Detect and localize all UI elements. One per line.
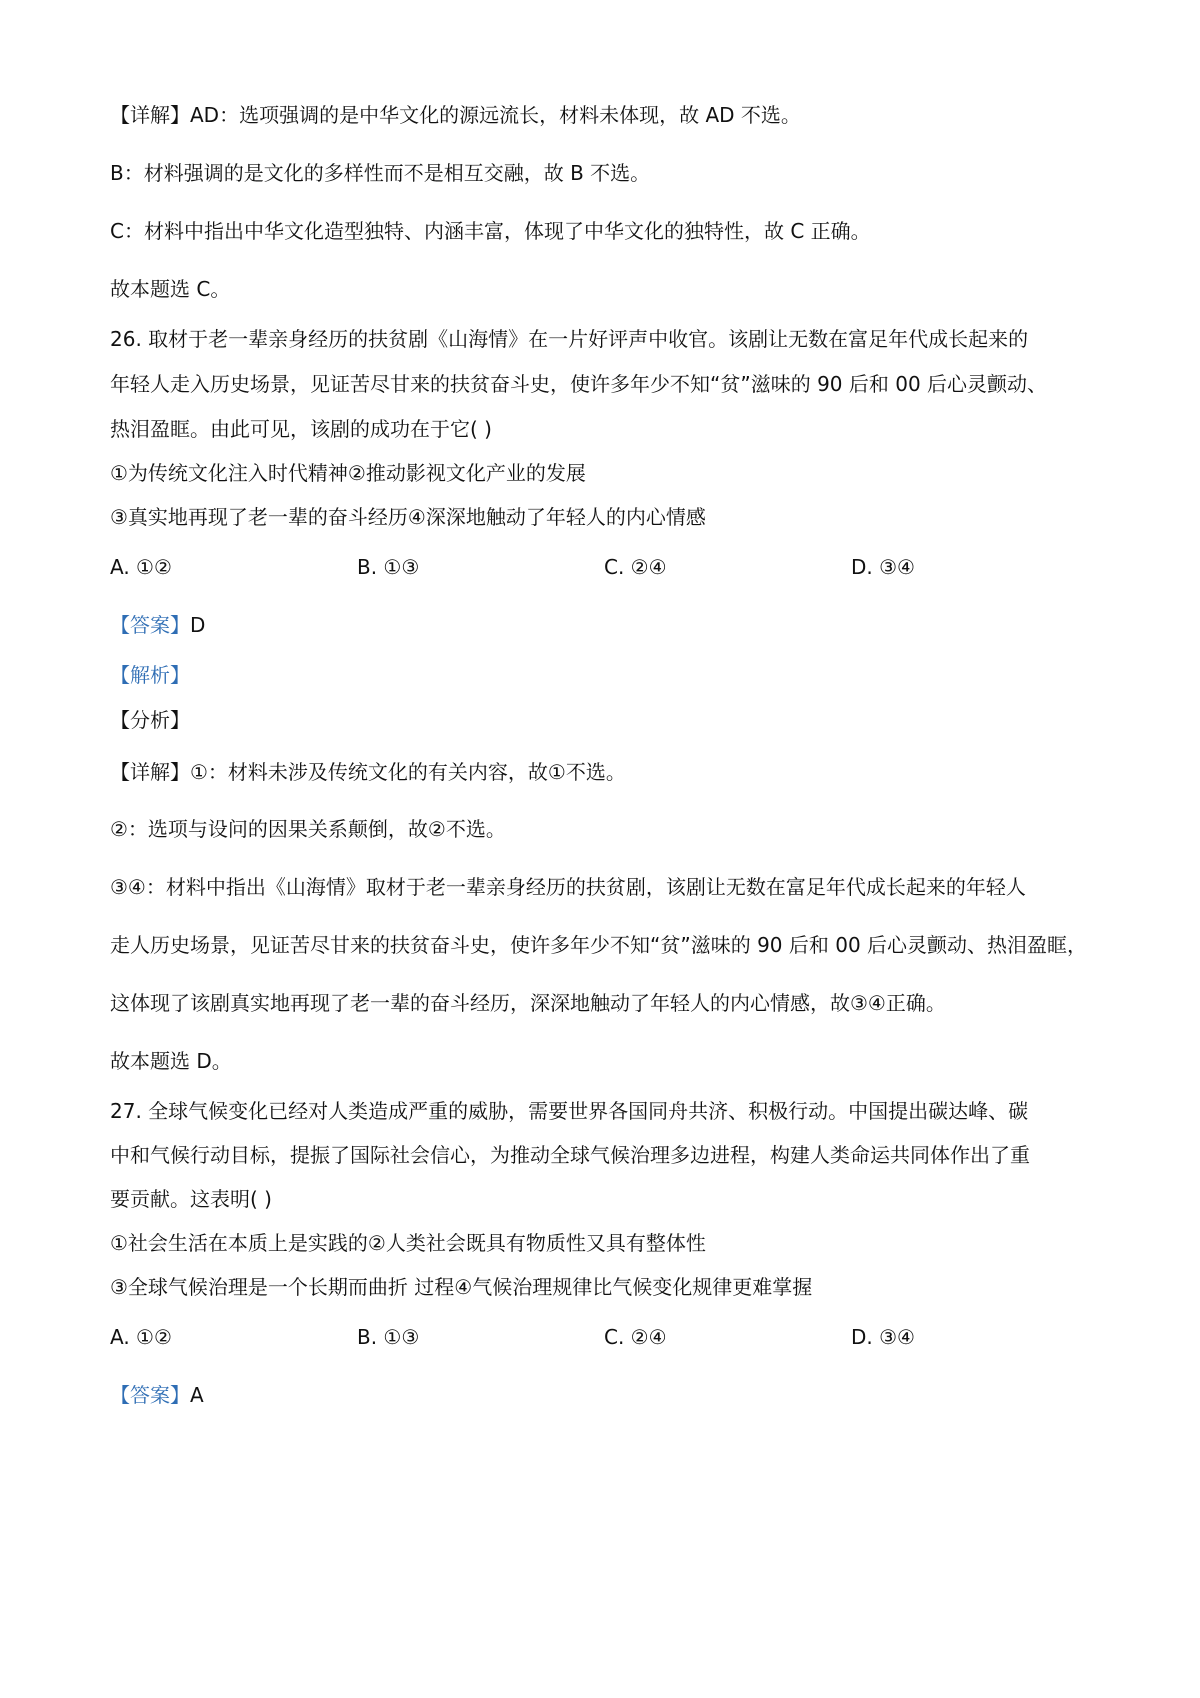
- q26-detail-1: [110, 758, 626, 786]
- q27-option-a: A. ①②: [110, 1325, 172, 1349]
- q26-detail-3c: 这体现了该剧真实地再现了老一辈的奋斗经历，深深地触动了年轻人的内心情感，故③④正确。: [110, 991, 946, 1015]
- detail-ad-text: AD：选项强调的是中华文化的源远流长，材料未体现，故 AD 不选。: [190, 103, 801, 127]
- q26-fenxi-tag: 【分析】: [110, 708, 190, 732]
- detail-tag: 【详解】: [110, 760, 190, 784]
- detail-b-line: B：材料强调的是文化的多样性而不是相互交融，故 B 不选。: [110, 161, 651, 185]
- q26-stem-line2: 年轻人走入历史场景，见证苦尽甘来的扶贫奋斗史，使许多年少不知“贫”滋味的 90 后和 00 后心灵颤动、: [110, 372, 1048, 396]
- q26-option-c: C. ②④: [604, 555, 667, 579]
- q26-conclusion: 故本题选 D。: [110, 1049, 232, 1073]
- q26-detail-3b: 走人历史场景，见证苦尽甘来的扶贫奋斗史，使许多年少不知“贫”滋味的 90 后和 00 后心灵颤动、热泪盈眶，: [110, 933, 1088, 957]
- q26-detail-3a: ③④：材料中指出《山海情》取材于老一辈亲身经历的扶贫剧，该剧让无数在富足年代成长起来的年轻人: [110, 875, 1026, 899]
- q26-statements-1: ①为传统文化注入时代精神②推动影视文化产业的发展: [110, 461, 586, 485]
- conclusion-c: 故本题选 C。: [110, 277, 231, 301]
- detail-tag: 【详解】: [110, 103, 190, 127]
- q26-stem-line3: 热泪盈眶。由此可见，该剧的成功在于它( ): [110, 417, 492, 441]
- q27-option-b: B. ①③: [357, 1325, 420, 1349]
- detail-c-line: C：材料中指出中华文化造型独特、内涵丰富，体现了中华文化的独特性，故 C 正确。: [110, 219, 871, 243]
- q26-answer-line: [110, 611, 205, 639]
- answer-value: D: [190, 613, 206, 637]
- q27-stem-line1: 27. 全球气候变化已经对人类造成严重的威胁，需要世界各国同舟共济、积极行动。中国提出碳达峰、碳: [110, 1099, 1029, 1123]
- q27-option-c: C. ②④: [604, 1325, 667, 1349]
- answer-value: A: [190, 1383, 204, 1407]
- q26-detail-2: ②：选项与设问的因果关系颠倒，故②不选。: [110, 817, 506, 841]
- q26-analysis-tag: 【解析】: [110, 663, 190, 687]
- q27-option-d: D. ③④: [851, 1325, 915, 1349]
- answer-tag: 【答案】: [110, 1383, 190, 1407]
- detail-ad-line: [110, 101, 801, 129]
- q26-option-b: B. ①③: [357, 555, 420, 579]
- q27-stem-line2: 中和气候行动目标，提振了国际社会信心，为推动全球气候治理多边进程，构建人类命运共同体作出了重: [110, 1143, 1030, 1167]
- q27-statements-1: ①社会生活在本质上是实践的②人类社会既具有物质性又具有整体性: [110, 1231, 706, 1255]
- detail-1-text: ①：材料未涉及传统文化的有关内容，故①不选。: [190, 760, 626, 784]
- q26-stem-line1: 26. 取材于老一辈亲身经历的扶贫剧《山海情》在一片好评声中收官。该剧让无数在富足年代成长起来的: [110, 327, 1029, 351]
- q26-statements-2: ③真实地再现了老一辈的奋斗经历④深深地触动了年轻人的内心情感: [110, 505, 706, 529]
- q27-answer-line: [110, 1381, 204, 1409]
- q27-stem-line3: 要贡献。这表明( ): [110, 1187, 272, 1211]
- q26-option-a: A. ①②: [110, 555, 172, 579]
- q26-option-d: D. ③④: [851, 555, 915, 579]
- q27-statements-2: ③全球气候治理是一个长期而曲折 过程④气候治理规律比气候变化规律更难掌握: [110, 1275, 813, 1299]
- answer-tag: 【答案】: [110, 613, 190, 637]
